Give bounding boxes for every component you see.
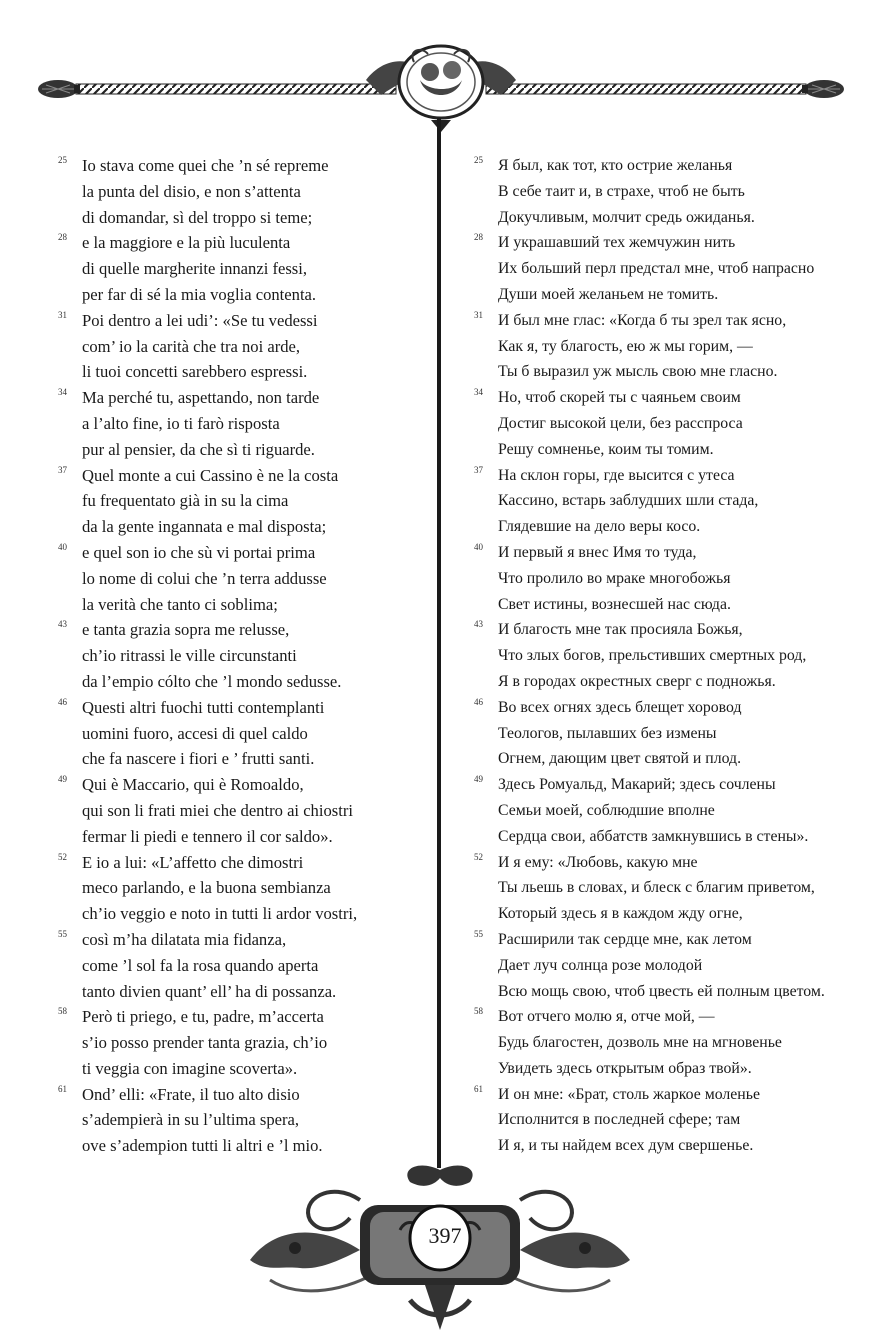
verse-number: 40 xyxy=(474,541,483,552)
verse-number: 28 xyxy=(58,232,67,243)
tercet xyxy=(474,927,854,1004)
verse-number: 34 xyxy=(474,387,483,398)
verse-line: lo nome di colui che ’n terra addusse xyxy=(82,568,327,588)
verse-line: Решу сомненье, коим ты томим. xyxy=(498,440,714,458)
top-ornament xyxy=(36,40,846,140)
verse-line: Будь благостен, дозволь мне на мгновенье xyxy=(498,1034,782,1052)
tercet xyxy=(58,772,428,849)
verse-line: s’adempierà in su l’ultima spera, xyxy=(82,1110,300,1130)
tercet xyxy=(58,153,428,230)
verse-line: И я, и ты найдем всех дум свершенье. xyxy=(498,1137,754,1155)
tercet xyxy=(474,1004,854,1081)
verse-line: В себе таит и, в страхе, чтоб не быть xyxy=(498,182,745,200)
verse-line: Души моей желаньем не томить. xyxy=(498,285,719,303)
verse-line: così m’ha dilatata mia fidanza, xyxy=(82,929,287,949)
verse-line: И был мне глас: «Когда б ты зрел так ясно, xyxy=(498,311,787,329)
verse-line: Дает луч солнца розе молодой xyxy=(498,956,703,974)
tercet xyxy=(58,927,428,1004)
verse-line: fu frequentato già in su la cima xyxy=(82,491,289,511)
verse-line: la verità che tanto ci soblima; xyxy=(82,594,278,614)
rope-bar-right xyxy=(486,84,806,94)
verse-line: И он мне: «Брат, столь жаркое моленье xyxy=(498,1085,760,1103)
verse-number: 52 xyxy=(474,851,483,862)
verse-number: 43 xyxy=(474,619,483,630)
verse-line: Ond’ elli: «Frate, il tuo alto disio xyxy=(82,1084,300,1104)
tercet xyxy=(474,153,854,230)
verse-line: e tanta grazia sopra me relusse, xyxy=(82,620,290,640)
tercet xyxy=(58,230,428,307)
verse-line: qui son li frati miei che dentro ai chiostri xyxy=(82,800,353,820)
verse-number: 58 xyxy=(474,1006,483,1017)
tercet xyxy=(58,463,428,540)
verse-line: di quelle margherite innanzi fessi, xyxy=(82,259,308,279)
verse-number: 55 xyxy=(474,928,483,939)
verse-line: Что пролило во мраке многобожья xyxy=(498,569,731,587)
tercet xyxy=(58,308,428,385)
verse-line: fermar li piedi e tennero il cor saldo». xyxy=(82,826,333,846)
verse-line: ch’io veggio e noto in tutti li ardor vostri, xyxy=(82,904,358,924)
tercet xyxy=(58,385,428,462)
verse-line: Кассино, встарь заблудших шли стада, xyxy=(498,492,759,510)
tercet xyxy=(474,385,854,462)
verse-line: Вот отчего молю я, отче мой, — xyxy=(498,1008,715,1026)
verse-line: Как я, ту благость, ею ж мы горим, — xyxy=(498,337,753,355)
verse-number: 34 xyxy=(58,387,67,398)
verse-line: И первый я внес Имя то туда, xyxy=(498,543,697,561)
verse-line: Что злых богов, прельстивших смертных род, xyxy=(498,647,807,665)
verse-number: 52 xyxy=(58,851,67,862)
verse-line: E io a lui: «L’affetto che dimostri xyxy=(82,852,304,872)
verse-line: Всю мощь свою, чтоб цвесть ей полным цветом. xyxy=(498,982,825,1000)
verse-line: Qui è Maccario, qui è Romoaldo, xyxy=(82,775,304,795)
verse-line: ove s’adempion tutti li altri e ’l mio. xyxy=(82,1136,323,1156)
tercet xyxy=(58,617,428,694)
verse-line: Докучливым, молчит средь ожиданья. xyxy=(498,208,755,226)
verse-line: Свет истины, вознесшей нас сюда. xyxy=(498,595,731,613)
verse-line: Который здесь я в каждом жду огне, xyxy=(498,905,743,923)
verse-line: la punta del disio, e non s’attenta xyxy=(82,181,301,201)
verse-line: di domandar, sì del troppo si teme; xyxy=(82,207,313,227)
tercet xyxy=(474,308,854,385)
verse-line: Я был, как тот, кто острие желанья xyxy=(498,157,733,174)
verse-line: Теологов, пылавших без измены xyxy=(498,724,717,742)
verse-line: Poi dentro a lei udi’: «Se tu vedessi xyxy=(82,310,318,330)
verse-line: Расширили так сердце мне, как летом xyxy=(498,930,752,948)
verse-line: Ma perché tu, aspettando, non tarde xyxy=(82,388,320,408)
verse-line: Исполнится в последней сфере; там xyxy=(498,1111,741,1129)
verse-line: Ты льешь в словах, и блеск с благим приветом, xyxy=(498,879,815,897)
tercet xyxy=(58,1082,428,1159)
verse-number: 43 xyxy=(58,619,67,630)
verse-number: 46 xyxy=(474,696,483,707)
verse-line: Quel monte a cui Cassino è ne la costa xyxy=(82,465,339,485)
verse-number: 28 xyxy=(474,232,483,243)
verse-line: Глядевшие на дело веры косо. xyxy=(498,518,701,536)
verse-line: Увидеть здесь открытым образ твой». xyxy=(498,1059,752,1077)
tercet xyxy=(474,617,854,694)
tercet xyxy=(58,850,428,927)
verse-line: com’ io la carità che tra noi arde, xyxy=(82,336,301,356)
verse-line: pur al pensier, da che sì ti riguarde. xyxy=(82,439,315,459)
verse-line: И украшавший тех жемчужин нить xyxy=(498,234,736,252)
tercet xyxy=(474,772,854,849)
tercet xyxy=(474,850,854,927)
verse-line: Io stava come quei che ’n sé repreme xyxy=(82,156,329,175)
verse-line: meco parlando, e la buona sembianza xyxy=(82,878,331,898)
verse-number: 25 xyxy=(58,155,67,165)
verse-line: Ты б выразил уж мысль свою мне гласно. xyxy=(498,363,778,381)
verse-line: e la maggiore e la più luculenta xyxy=(82,233,291,253)
verse-number: 25 xyxy=(474,155,483,165)
tercet xyxy=(474,230,854,307)
verse-number: 61 xyxy=(474,1083,483,1094)
tercet xyxy=(58,695,428,772)
verse-line: Во всех огнях здесь блещет хоровод xyxy=(498,698,742,716)
italian-column xyxy=(58,153,428,1159)
verse-line: ti veggia con imagine scoverta». xyxy=(82,1058,298,1078)
rope-bar-left xyxy=(76,84,396,94)
verse-line: li tuoi concetti sarebbero espressi. xyxy=(82,362,308,382)
verse-number: 31 xyxy=(58,309,67,320)
verse-number: 37 xyxy=(474,464,483,475)
column-divider xyxy=(437,118,441,1168)
verse-line: Я в городах окрестных сверг с подножья. xyxy=(498,672,776,690)
verse-number: 61 xyxy=(58,1083,67,1094)
verse-line: Достиг высокой цели, без расспроса xyxy=(498,414,743,432)
verse-line: s’io posso prender tanta grazia, ch’io xyxy=(82,1033,328,1053)
verse-line: Но, чтоб скорей ты с чаяньем своим xyxy=(498,389,741,407)
tercet xyxy=(474,540,854,617)
verse-line: Здесь Ромуальд, Макарий; здесь сочлены xyxy=(498,776,776,794)
tercet xyxy=(474,695,854,772)
verse-line: che fa nascere i fiori e ’ frutti santi. xyxy=(82,749,315,769)
verse-line: per far di sé la mia voglia contenta. xyxy=(82,284,317,304)
verse-line: Огнем, дающим цвет святой и плод. xyxy=(498,750,742,768)
verse-number: 55 xyxy=(58,928,67,939)
verse-line: Сердца свои, аббатств замкнувшись в стены». xyxy=(498,827,809,845)
russian-column xyxy=(474,153,854,1159)
verse-line: uomini fuoro, accesi di quel caldo xyxy=(82,723,308,743)
verse-line: tanto divien quant’ ell’ ha di possanza. xyxy=(82,981,337,1001)
verse-number: 40 xyxy=(58,541,67,552)
verse-number: 46 xyxy=(58,696,67,707)
verse-line: e quel son io che sù vi portai prima xyxy=(82,542,316,562)
tercet xyxy=(58,1004,428,1081)
verse-line: da la gente ingannata e mal disposta; xyxy=(82,517,327,537)
verse-line: И я ему: «Любовь, какую мне xyxy=(498,853,698,871)
verse-line: Семьи моей, соблюдшие вполне xyxy=(498,801,715,819)
verse-number: 58 xyxy=(58,1006,67,1017)
verse-line: da l’empio cólto che ’l mondo sedusse. xyxy=(82,671,342,691)
tercet xyxy=(474,463,854,540)
tercet xyxy=(474,1082,854,1159)
tercet xyxy=(58,540,428,617)
verse-number: 49 xyxy=(474,774,483,785)
verse-number: 37 xyxy=(58,464,67,475)
verse-line: Però ti priego, e tu, padre, m’accerta xyxy=(82,1007,324,1027)
verse-line: На склон горы, где высится с утеса xyxy=(498,466,735,484)
cherub-medallion-icon xyxy=(366,46,516,132)
verse-line: ch’io ritrassi le ville circunstanti xyxy=(82,646,297,666)
verse-number: 31 xyxy=(474,309,483,320)
verse-line: a l’alto fine, io ti farò risposta xyxy=(82,413,280,433)
acorn-finial-left-icon xyxy=(38,80,80,98)
verse-line: come ’l sol fa la rosa quando aperta xyxy=(82,955,319,975)
acorn-finial-right-icon xyxy=(802,80,844,98)
verse-line: Их больший перл предстал мне, чтоб напрасно xyxy=(498,260,815,278)
page-number: 397 xyxy=(428,1223,462,1248)
verse-line: И благость мне так просияла Божья, xyxy=(498,621,743,639)
verse-number: 49 xyxy=(58,774,67,785)
verse-line: Questi altri fuochi tutti contemplanti xyxy=(82,697,325,717)
